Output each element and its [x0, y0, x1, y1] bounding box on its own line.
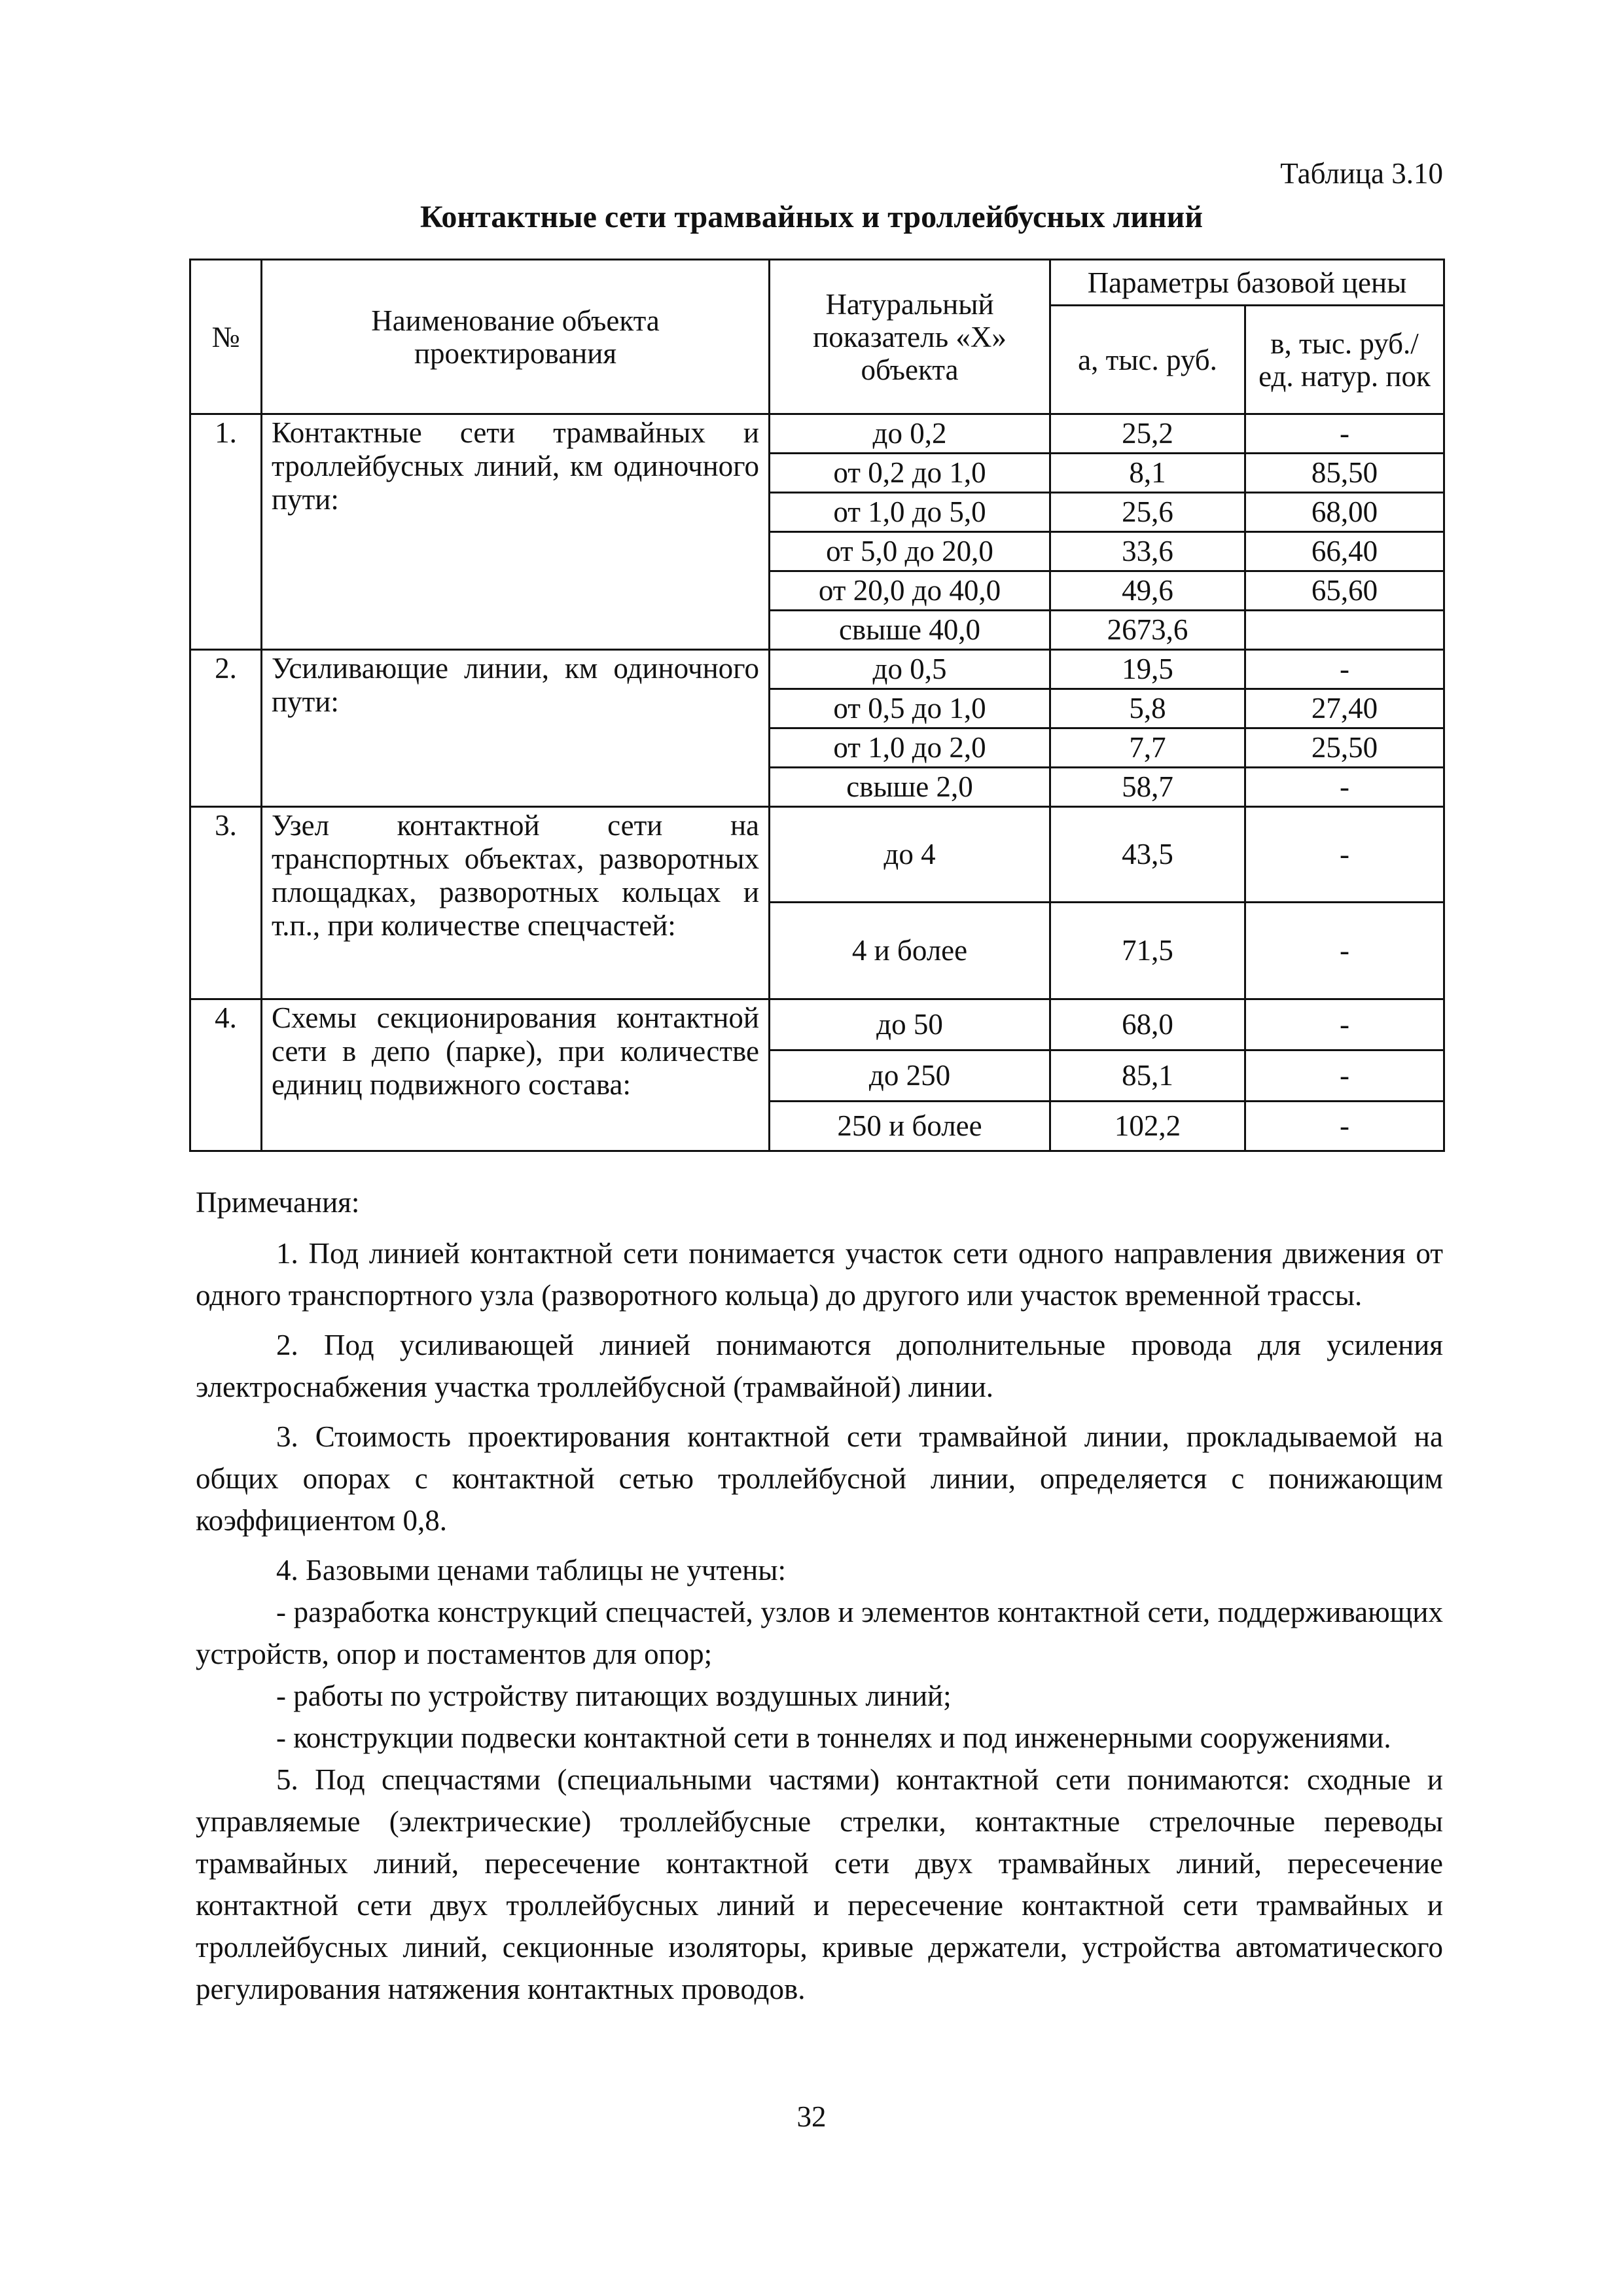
note-item: - конструкции подвески контактной сети в тоннелях и под инженерными сооружениями.	[276, 1721, 1391, 1754]
price-table	[189, 259, 1445, 1152]
group-name: Контактные сети трамвайных и троллейбусных линий, км одиночного пути:	[262, 414, 770, 650]
note-item: - работы по устройству питающих воздушных линий;	[276, 1679, 952, 1712]
param-b-cell: -	[1245, 768, 1444, 807]
indicator-cell: свыше 40,0	[770, 611, 1050, 650]
indicator-cell: до 250	[770, 1050, 1050, 1102]
param-b-cell: 27,40	[1245, 689, 1444, 728]
table-row	[190, 807, 1444, 903]
param-a-cell: 43,5	[1050, 807, 1245, 903]
header-param-a: а, тыс. руб.	[1050, 306, 1245, 414]
param-b-cell: 65,60	[1245, 571, 1444, 611]
param-b-cell: 68,00	[1245, 493, 1444, 532]
group-num: 3.	[190, 807, 262, 999]
group-name: Узел контактной сети на транспортных объектах, разворотных площадках, разворотных кольцах и т.п., при количестве спецчастей:	[262, 807, 770, 999]
param-b-cell: -	[1245, 1102, 1444, 1151]
indicator-cell: до 0,2	[770, 414, 1050, 454]
group-num: 2.	[190, 650, 262, 807]
note-item: 3. Стоимость проектирования контактной сети трамвайной линии, прокладываемой на общих опорах с контактной сетью троллейбусной линии, определяется с понижающим коэффициентом 0,8.	[196, 1420, 1443, 1537]
group-name: Усиливающие линии, км одиночного пути:	[262, 650, 770, 807]
table-row	[190, 650, 1444, 689]
param-a-cell: 85,1	[1050, 1050, 1245, 1102]
param-b-cell: -	[1245, 999, 1444, 1050]
param-a-cell: 25,2	[1050, 414, 1245, 454]
indicator-cell: до 0,5	[770, 650, 1050, 689]
indicator-cell: от 0,5 до 1,0	[770, 689, 1050, 728]
param-b-cell: -	[1245, 650, 1444, 689]
group-num: 4.	[190, 999, 262, 1151]
param-b-cell: -	[1245, 903, 1444, 999]
param-b-cell: -	[1245, 1050, 1444, 1102]
indicator-cell: от 0,2 до 1,0	[770, 454, 1050, 493]
header-num: №	[190, 260, 262, 414]
indicator-cell: от 1,0 до 2,0	[770, 728, 1050, 768]
header-params: Параметры базовой цены	[1050, 260, 1444, 306]
indicator-cell: 4 и более	[770, 903, 1050, 999]
indicator-cell: до 4	[770, 807, 1050, 903]
indicator-cell: от 5,0 до 20,0	[770, 532, 1050, 571]
param-a-cell: 7,7	[1050, 728, 1245, 768]
param-a-cell: 68,0	[1050, 999, 1245, 1050]
param-a-cell: 8,1	[1050, 454, 1245, 493]
indicator-cell: 250 и более	[770, 1102, 1050, 1151]
header-indicator: Натуральный показатель «Х» объекта	[770, 260, 1050, 414]
param-a-cell: 49,6	[1050, 571, 1245, 611]
param-a-cell: 33,6	[1050, 532, 1245, 571]
note-item: 1. Под линией контактной сети понимается участок сети одного направления движения от одного транспортного узла (разворотного кольца) до другого или участок временной трассы.	[196, 1237, 1443, 1312]
param-a-cell: 2673,6	[1050, 611, 1245, 650]
table-title: Контактные сети трамвайных и троллейбусных линий	[420, 200, 1203, 234]
note-item: 4. Базовыми ценами таблицы не учтены:	[276, 1554, 786, 1587]
param-a-cell: 25,6	[1050, 493, 1245, 532]
notes-heading: Примечания:	[196, 1186, 360, 1219]
indicator-cell: до 50	[770, 999, 1050, 1050]
param-b-cell	[1245, 611, 1444, 650]
param-b-cell: 25,50	[1245, 728, 1444, 768]
header-param-b: в, тыс. руб./ед. натур. пок	[1245, 306, 1444, 414]
group-name: Схемы секционирования контактной сети в депо (парке), при количестве единиц подвижного состава:	[262, 999, 770, 1151]
indicator-cell: от 20,0 до 40,0	[770, 571, 1050, 611]
group-num: 1.	[190, 414, 262, 650]
param-a-cell: 19,5	[1050, 650, 1245, 689]
param-b-cell: 85,50	[1245, 454, 1444, 493]
param-b-cell: -	[1245, 807, 1444, 903]
table-row	[190, 414, 1444, 454]
table-header-row	[190, 260, 1444, 306]
param-b-cell: -	[1245, 414, 1444, 454]
note-item: 5. Под спецчастями (специальными частями) контактной сети понимаются: сходные и управляемые (электрические) троллейбусные стрелки, контактные стрелочные переводы трамвайных линий, пересечение контактной сети двух трамвайных линий, пересечение контактной сети двух троллейбусных линий и пересечение контактной сети трамвайных и троллейбусных линий, секционные изоляторы, кривые держатели, устройства автоматического регулирования натяжения контактных проводов.	[196, 1763, 1443, 2005]
indicator-cell: от 1,0 до 5,0	[770, 493, 1050, 532]
table-row	[190, 999, 1444, 1050]
param-a-cell: 71,5	[1050, 903, 1245, 999]
note-item: 2. Под усиливающей линией понимаются дополнительные провода для усиления электроснабжения участка троллейбусной (трамвайной) линии.	[196, 1329, 1443, 1403]
param-b-cell: 66,40	[1245, 532, 1444, 571]
indicator-cell: свыше 2,0	[770, 768, 1050, 807]
page-number: 32	[796, 2100, 827, 2133]
header-name: Наименование объекта проектирования	[262, 260, 770, 414]
param-a-cell: 5,8	[1050, 689, 1245, 728]
note-item: - разработка конструкций спецчастей, узлов и элементов контактной сети, поддерживающих устройств, опор и постаментов для опор;	[196, 1596, 1443, 1670]
table-label: Таблица 3.10	[1280, 157, 1443, 190]
param-a-cell: 102,2	[1050, 1102, 1245, 1151]
param-a-cell: 58,7	[1050, 768, 1245, 807]
notes-section	[196, 1181, 1443, 2010]
